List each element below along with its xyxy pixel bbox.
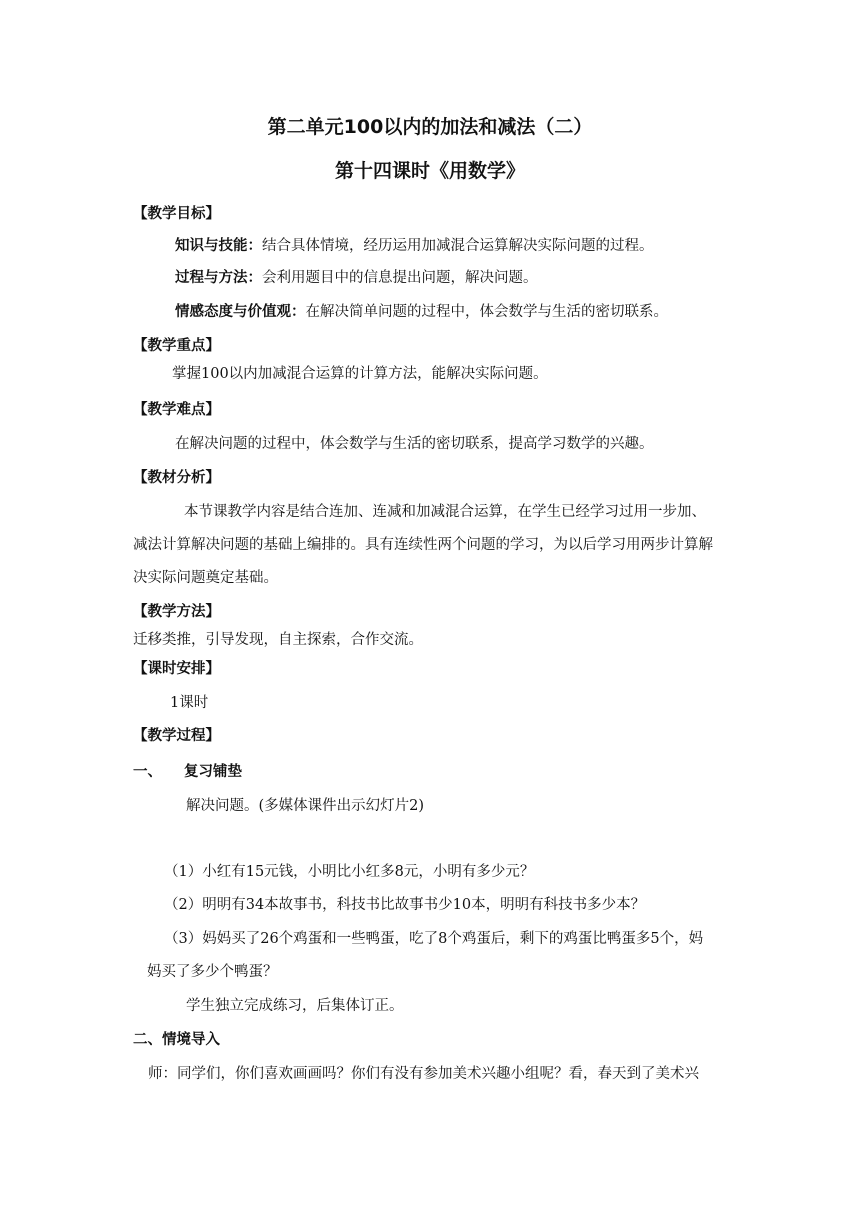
section2-text: 师：同学们，你们喜欢画画吗？你们有没有参加美术兴趣小组呢？看，春天到了美术兴 <box>148 1066 699 1082</box>
emotion-label: 情感态度与价值观： <box>175 304 306 320</box>
question-3-line-2: 妈买了多少个鸭蛋？ <box>147 964 278 980</box>
process-text: 会利用题目中的信息提出问题，解决问题。 <box>262 270 538 286</box>
question-2: （2）明明有34本故事书，科技书比故事书少10本，明明有科技书多少本？ <box>164 897 646 913</box>
methods-heading: 【教学方法】 <box>133 604 220 620</box>
analysis-line-1: 本节课教学内容是结合连加、连减和加减混合运算，在学生已经学习过用一步加、 <box>184 504 706 520</box>
process-label: 过程与方法： <box>175 270 262 286</box>
lesson-subtitle: 第十四课时《用数学》 <box>334 160 525 182</box>
section1-intro: 解决问题。(多媒体课件出示幻灯片2) <box>186 798 425 814</box>
key-points-text: 掌握100以内加减混合运算的计算方法，能解决实际问题。 <box>172 366 548 382</box>
analysis-line-2: 减法计算解决问题的基础上编排的。具有连续性两个问题的学习，为以后学习用两步计算解 <box>133 537 713 553</box>
emotion-text: 在解决简单问题的过程中，体会数学与生活的密切联系。 <box>305 304 668 320</box>
question-3-line-1: （3）妈妈买了26个鸡蛋和一些鸭蛋，吃了8个鸡蛋后，剩下的鸡蛋比鸭蛋多5个，妈 <box>164 931 704 947</box>
methods-text: 迁移类推，引导发现，自主探索，合作交流。 <box>133 632 423 648</box>
objective-knowledge <box>175 236 654 256</box>
objective-emotion <box>175 302 668 322</box>
schedule-heading: 【课时安排】 <box>133 661 220 677</box>
section1-title: 复习铺垫 <box>184 764 242 780</box>
objective-process <box>175 268 538 288</box>
process-heading: 【教学过程】 <box>133 728 220 744</box>
difficulties-heading: 【教学难点】 <box>133 402 220 418</box>
key-points-heading: 【教学重点】 <box>133 338 220 354</box>
schedule-text: 1课时 <box>170 695 209 711</box>
section1-number: 一、 <box>133 764 162 780</box>
section1-note: 学生独立完成练习，后集体订正。 <box>186 998 404 1014</box>
analysis-heading: 【教材分析】 <box>133 470 220 486</box>
knowledge-text: 结合具体情境，经历运用加减混合运算解决实际问题的过程。 <box>262 238 654 254</box>
question-1: （1）小红有15元钱，小明比小红多8元，小明有多少元？ <box>164 864 535 880</box>
analysis-line-3: 决实际问题奠定基础。 <box>133 570 278 586</box>
section2-title: 二、情境导入 <box>133 1032 220 1048</box>
objectives-heading: 【教学目标】 <box>133 206 220 222</box>
knowledge-label: 知识与技能： <box>175 238 262 254</box>
document-title: 第二单元100以内的加法和减法（二） <box>267 116 593 138</box>
difficulties-text: 在解决问题的过程中，体会数学与生活的密切联系，提高学习数学的兴趣。 <box>175 436 654 452</box>
